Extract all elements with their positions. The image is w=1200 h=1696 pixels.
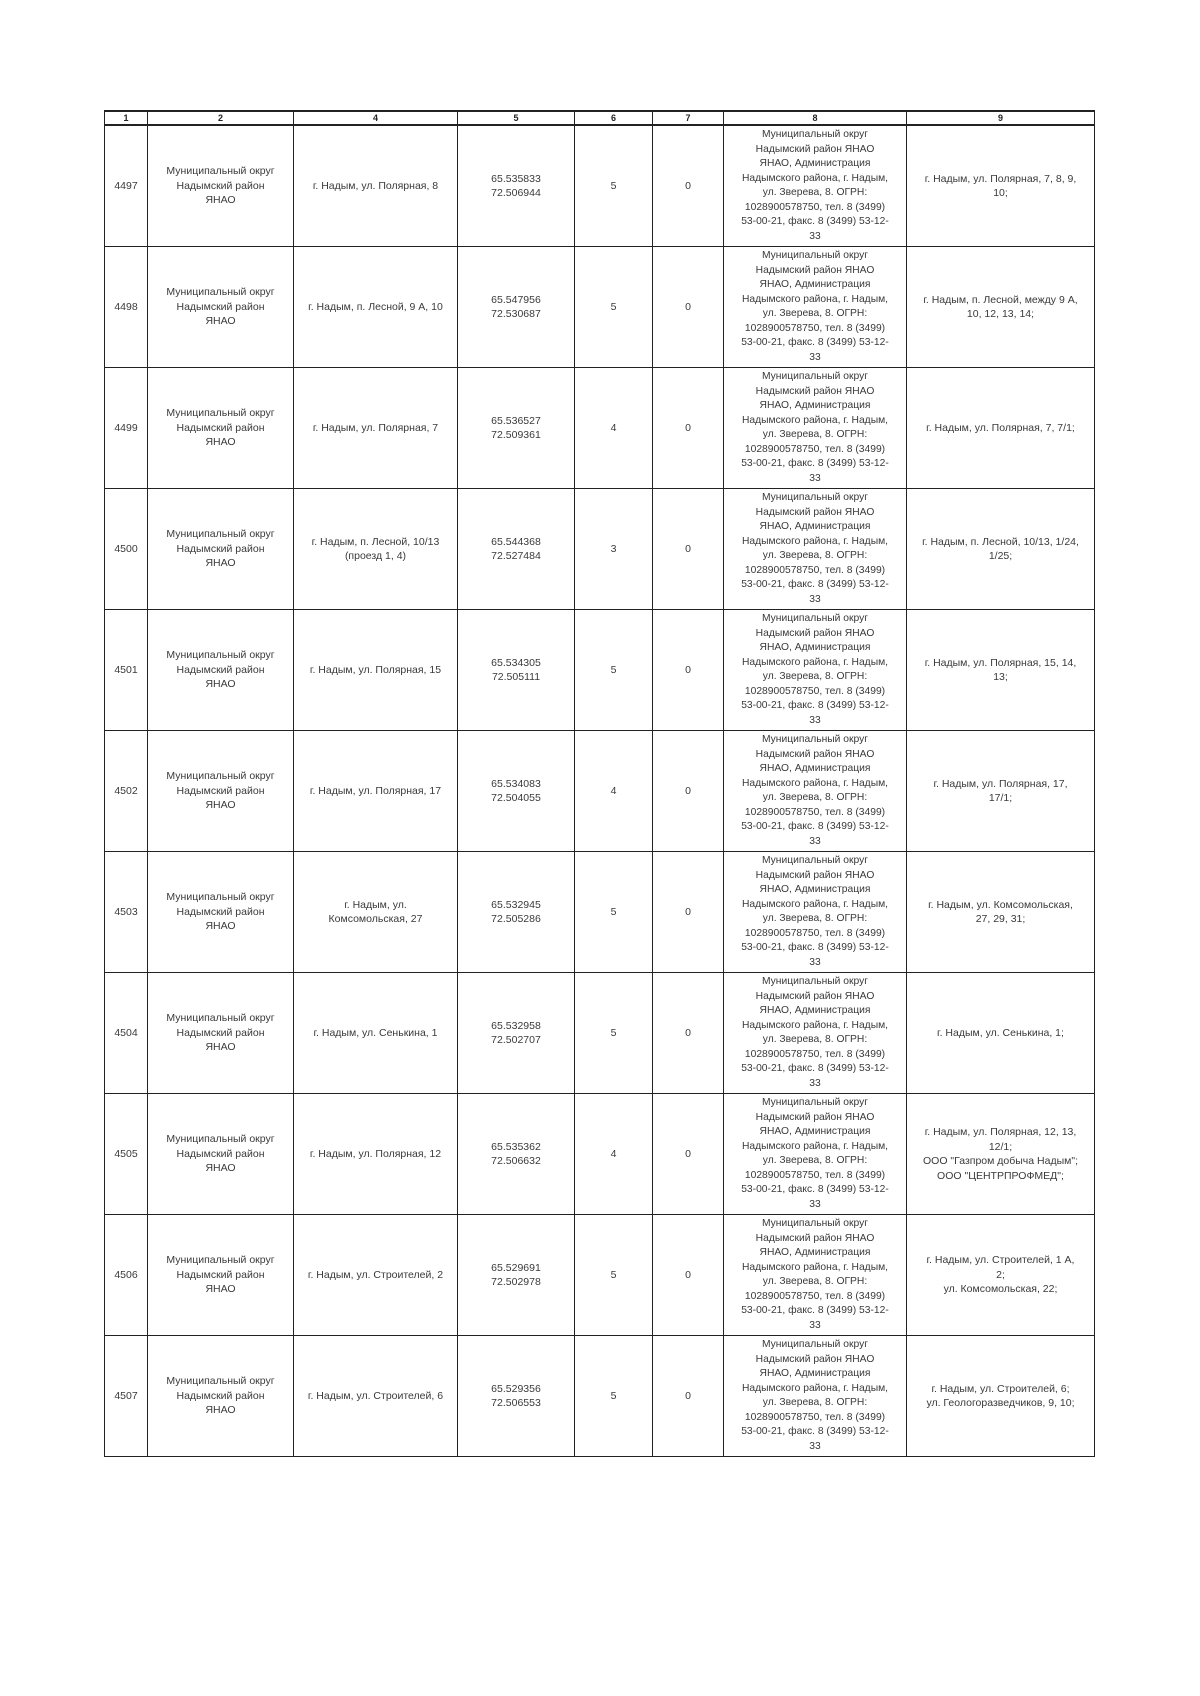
address-cell: г. Надым, ул. Комсомольская, 27 [294,852,458,973]
coordinates-cell: 65.529356 72.506553 [458,1336,575,1457]
coordinates-cell: 65.536527 72.509361 [458,368,575,489]
column-7-cell: 0 [653,368,724,489]
column-7-cell: 0 [653,489,724,610]
address-cell: г. Надым, ул. Полярная, 15 [294,610,458,731]
registry-table [104,110,1095,1457]
owner-cell: Муниципальный округ Надымский район ЯНАО ЯНАО, Администрация Надымского района, г. Надым, ул. Зверева, 8. ОГРН: 1028900578750, тел. 8 (3499) 53-00-21, факс. 8 (3499) 53-12- 33 [724,1336,907,1457]
column-header: 9 [907,111,1095,125]
column-7-cell: 0 [653,247,724,368]
coordinates-cell: 65.529691 72.502978 [458,1215,575,1336]
row-id-cell: 4500 [105,489,148,610]
owner-cell: Муниципальный округ Надымский район ЯНАО ЯНАО, Администрация Надымского района, г. Надым, ул. Зверева, 8. ОГРН: 1028900578750, тел. 8 (3499) 53-00-21, факс. 8 (3499) 53-12- 33 [724,852,907,973]
column-7-cell: 0 [653,1215,724,1336]
owner-cell: Муниципальный округ Надымский район ЯНАО ЯНАО, Администрация Надымского района, г. Надым, ул. Зверева, 8. ОГРН: 1028900578750, тел. 8 (3499) 53-00-21, факс. 8 (3499) 53-12- 33 [724,610,907,731]
coordinates-cell: 65.535833 72.506944 [458,125,575,247]
table-row [105,125,1095,247]
address-cell: г. Надым, п. Лесной, 9 А, 10 [294,247,458,368]
municipality-cell: Муниципальный округ Надымский район ЯНАО [148,1215,294,1336]
column-6-cell: 5 [575,852,653,973]
column-7-cell: 0 [653,731,724,852]
owner-cell: Муниципальный округ Надымский район ЯНАО ЯНАО, Администрация Надымского района, г. Надым, ул. Зверева, 8. ОГРН: 1028900578750, тел. 8 (3499) 53-00-21, факс. 8 (3499) 53-12- 33 [724,973,907,1094]
table-row [105,973,1095,1094]
coordinates-cell: 65.534083 72.504055 [458,731,575,852]
column-6-cell: 5 [575,247,653,368]
coordinates-cell: 65.535362 72.506632 [458,1094,575,1215]
column-6-cell: 5 [575,973,653,1094]
table-row [105,1336,1095,1457]
row-id-cell: 4498 [105,247,148,368]
consumers-cell: г. Надым, ул. Полярная, 17, 17/1; [907,731,1095,852]
column-6-cell: 5 [575,610,653,731]
municipality-cell: Муниципальный округ Надымский район ЯНАО [148,125,294,247]
table-row [105,852,1095,973]
column-header: 6 [575,111,653,125]
column-header: 7 [653,111,724,125]
table-row [105,368,1095,489]
consumers-cell: г. Надым, п. Лесной, 10/13, 1/24, 1/25; [907,489,1095,610]
consumers-cell: г. Надым, ул. Сенькина, 1; [907,973,1095,1094]
address-cell: г. Надым, ул. Строителей, 2 [294,1215,458,1336]
column-6-cell: 5 [575,1215,653,1336]
coordinates-cell: 65.532958 72.502707 [458,973,575,1094]
consumers-cell: г. Надым, ул. Строителей, 1 А, 2; ул. Комсомольская, 22; [907,1215,1095,1336]
consumers-cell: г. Надым, ул. Полярная, 12, 13, 12/1; ООО "Газпром добыча Надым"; ООО "ЦЕНТРПРОФМЕД"; [907,1094,1095,1215]
row-id-cell: 4507 [105,1336,148,1457]
table-row [105,489,1095,610]
coordinates-cell: 65.532945 72.505286 [458,852,575,973]
owner-cell: Муниципальный округ Надымский район ЯНАО ЯНАО, Администрация Надымского района, г. Надым, ул. Зверева, 8. ОГРН: 1028900578750, тел. 8 (3499) 53-00-21, факс. 8 (3499) 53-12- 33 [724,125,907,247]
column-header: 1 [105,111,148,125]
municipality-cell: Муниципальный округ Надымский район ЯНАО [148,731,294,852]
consumers-cell: г. Надым, п. Лесной, между 9 А, 10, 12, 13, 14; [907,247,1095,368]
municipality-cell: Муниципальный округ Надымский район ЯНАО [148,852,294,973]
address-cell: г. Надым, ул. Полярная, 12 [294,1094,458,1215]
row-id-cell: 4502 [105,731,148,852]
column-header: 8 [724,111,907,125]
column-header: 2 [148,111,294,125]
column-6-cell: 3 [575,489,653,610]
column-7-cell: 0 [653,973,724,1094]
row-id-cell: 4503 [105,852,148,973]
coordinates-cell: 65.544368 72.527484 [458,489,575,610]
row-id-cell: 4504 [105,973,148,1094]
address-cell: г. Надым, ул. Полярная, 7 [294,368,458,489]
row-id-cell: 4506 [105,1215,148,1336]
address-cell: г. Надым, ул. Сенькина, 1 [294,973,458,1094]
consumers-cell: г. Надым, ул. Полярная, 15, 14, 13; [907,610,1095,731]
column-7-cell: 0 [653,852,724,973]
municipality-cell: Муниципальный округ Надымский район ЯНАО [148,489,294,610]
row-id-cell: 4499 [105,368,148,489]
table-row [105,731,1095,852]
table-row [105,1094,1095,1215]
consumers-cell: г. Надым, ул. Комсомольская, 27, 29, 31; [907,852,1095,973]
municipality-cell: Муниципальный округ Надымский район ЯНАО [148,247,294,368]
owner-cell: Муниципальный округ Надымский район ЯНАО ЯНАО, Администрация Надымского района, г. Надым, ул. Зверева, 8. ОГРН: 1028900578750, тел. 8 (3499) 53-00-21, факс. 8 (3499) 53-12- 33 [724,1215,907,1336]
owner-cell: Муниципальный округ Надымский район ЯНАО ЯНАО, Администрация Надымского района, г. Надым, ул. Зверева, 8. ОГРН: 1028900578750, тел. 8 (3499) 53-00-21, факс. 8 (3499) 53-12- 33 [724,247,907,368]
address-cell: г. Надым, ул. Полярная, 8 [294,125,458,247]
table-row [105,1215,1095,1336]
column-header: 5 [458,111,575,125]
consumers-cell: г. Надым, ул. Строителей, 6; ул. Геологоразведчиков, 9, 10; [907,1336,1095,1457]
row-id-cell: 4497 [105,125,148,247]
header-row [105,111,1095,125]
owner-cell: Муниципальный округ Надымский район ЯНАО ЯНАО, Администрация Надымского района, г. Надым, ул. Зверева, 8. ОГРН: 1028900578750, тел. 8 (3499) 53-00-21, факс. 8 (3499) 53-12- 33 [724,1094,907,1215]
column-header: 4 [294,111,458,125]
consumers-cell: г. Надым, ул. Полярная, 7, 7/1; [907,368,1095,489]
column-6-cell: 4 [575,368,653,489]
column-6-cell: 4 [575,731,653,852]
table-row [105,610,1095,731]
municipality-cell: Муниципальный округ Надымский район ЯНАО [148,368,294,489]
municipality-cell: Муниципальный округ Надымский район ЯНАО [148,610,294,731]
municipality-cell: Муниципальный округ Надымский район ЯНАО [148,1336,294,1457]
address-cell: г. Надым, п. Лесной, 10/13 (проезд 1, 4) [294,489,458,610]
municipality-cell: Муниципальный округ Надымский район ЯНАО [148,1094,294,1215]
column-7-cell: 0 [653,610,724,731]
consumers-cell: г. Надым, ул. Полярная, 7, 8, 9, 10; [907,125,1095,247]
coordinates-cell: 65.547956 72.530687 [458,247,575,368]
address-cell: г. Надым, ул. Строителей, 6 [294,1336,458,1457]
municipality-cell: Муниципальный округ Надымский район ЯНАО [148,973,294,1094]
owner-cell: Муниципальный округ Надымский район ЯНАО ЯНАО, Администрация Надымского района, г. Надым, ул. Зверева, 8. ОГРН: 1028900578750, тел. 8 (3499) 53-00-21, факс. 8 (3499) 53-12- 33 [724,731,907,852]
row-id-cell: 4505 [105,1094,148,1215]
column-7-cell: 0 [653,1094,724,1215]
owner-cell: Муниципальный округ Надымский район ЯНАО ЯНАО, Администрация Надымского района, г. Надым, ул. Зверева, 8. ОГРН: 1028900578750, тел. 8 (3499) 53-00-21, факс. 8 (3499) 53-12- 33 [724,489,907,610]
owner-cell: Муниципальный округ Надымский район ЯНАО ЯНАО, Администрация Надымского района, г. Надым, ул. Зверева, 8. ОГРН: 1028900578750, тел. 8 (3499) 53-00-21, факс. 8 (3499) 53-12- 33 [724,368,907,489]
column-7-cell: 0 [653,1336,724,1457]
coordinates-cell: 65.534305 72.505111 [458,610,575,731]
column-6-cell: 5 [575,1336,653,1457]
row-id-cell: 4501 [105,610,148,731]
column-6-cell: 5 [575,125,653,247]
column-6-cell: 4 [575,1094,653,1215]
address-cell: г. Надым, ул. Полярная, 17 [294,731,458,852]
table-body [105,111,1095,1457]
column-7-cell: 0 [653,125,724,247]
table-row [105,247,1095,368]
